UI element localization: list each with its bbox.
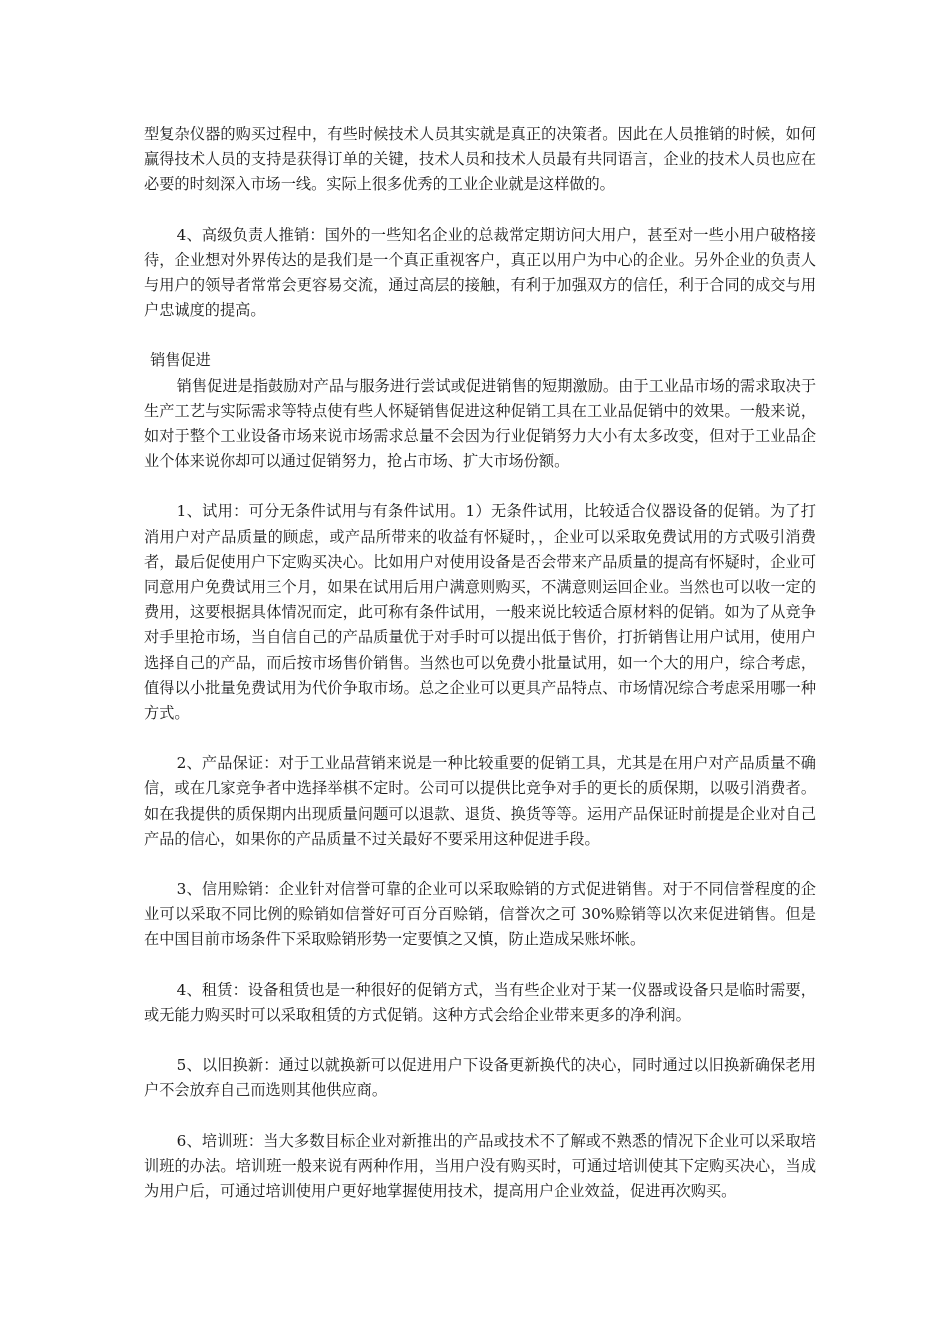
section-heading-sales-promotion: 销售促进 [150,351,211,370]
paragraph-product-guarantee: 2、产品保证：对于工业品营销来说是一种比较重要的促销工具，尤其是在用户对产品质量不确信，或在几家竞争者中选择举棋不定时。公司可以提供比竞争对手的更长的质保期，以吸引消费者。如在我提供的质保期内出现质量问题可以退款、退货、换货等等。运用产品保证时前提是企业对自己产品的信心，如果你的产品质量不过关最好不要采用这种促进手段。 [144,754,816,848]
paragraph-trade-in: 5、以旧换新：通过以就换新可以促进用户下设备更新换代的决心，同时通过以旧换新确保老用户不会放弃自己而选则其他供应商。 [144,1056,816,1100]
paragraph-trial: 1、试用：可分无条件试用与有条件试用。1）无条件试用，比较适合仪器设备的促销。为了打消用户对产品质量的顾虑，或产品所带来的收益有怀疑时，，企业可以采取免费试用的方式吸引消费者，最后促使用户下定购买决心。比如用户对使用设备是否会带来产品质量的提高有怀疑时，企业可同意用户免费试用三个月，如果在试用后用户满意则购买，不满意则运回企业。当然也可以收一定的费用，这要根据具体情况而定，此可称有条件试用，一般来说比较适合原材料的促销。如为了从竞争对手里抢市场，当自信自己的产品质量优于对手时可以提出低于售价，打折销售让用户试用，使用户选择自己的产品，而后按市场售价销售。当然也可以免费小批量试用，如一个大的用户，综合考虑，值得以小批量免费试用为代价争取市场。总之企业可以更具产品特点、市场情况综合考虑采用哪一种方式。 [144,502,816,723]
paragraph-sales-promotion-intro: 销售促进是指鼓励对产品与服务进行尝试或促进销售的短期激励。由于工业品市场的需求取决于生产工艺与实际需求等特点使有些人怀疑销售促进这种促销工具在工业品促销中的效果。一般来说，如对于整个工业设备市场来说市场需求总量不会因为行业促销努力大小有太多改变，但对于工业品企业个体来说你却可以通过促销努力，抢占市场、扩大市场份额。 [144,376,816,471]
paragraph-credit-sales: 3、信用赊销：企业针对信誉可靠的企业可以采取赊销的方式促进销售。对于不同信誉程度的企业可以采取不同比例的赊销如信誉好可百分百赊销，信誉次之可 30%赊销等以次来促进销售。但是在中国目前市场条件下采取赊销形势一定要慎之又慎，防止造成呆账坏帐。 [144,880,816,949]
paragraph-training-class: 6、培训班：当大多数目标企业对新推出的产品或技术不了解或不熟悉的情况下企业可以采取培训班的办法。培训班一般来说有两种作用，当用户没有购买时，可通过培训使其下定购买决心，当成为用户后，可通过培训使用户更好地掌握使用技术，提高用户企业效益，促进再次购买。 [144,1131,816,1200]
document-body [144,122,816,1204]
paragraph-intro-continuation: 型复杂仪器的购买过程中，有些时候技术人员其实就是真正的决策者。因此在人员推销的时候，如何赢得技术人员的支持是获得订单的关键，技术人员和技术人员最有共同语言，企业的技术人员也应在必要的时刻深入市场一线。实际上很多优秀的工业企业就是这样做的。 [144,125,816,194]
paragraph-senior-executive-selling: 4、高级负责人推销：国外的一些知名企业的总裁常定期访问大用户，甚至对一些小用户破格接待，企业想对外界传达的是我们是一个真正重视客户，真正以用户为中心的企业。另外企业的负责人与用户的领导者常常会更容易交流，通过高层的接触，有利于加强双方的信任，利于合同的成交与用户忠诚度的提高。 [144,225,816,320]
paragraph-leasing: 4、租赁：设备租赁也是一种很好的促销方式，当有些企业对于某一仪器或设备只是临时需要，或无能力购买时可以采取租赁的方式促销。这种方式会给企业带来更多的净利润。 [144,980,816,1024]
